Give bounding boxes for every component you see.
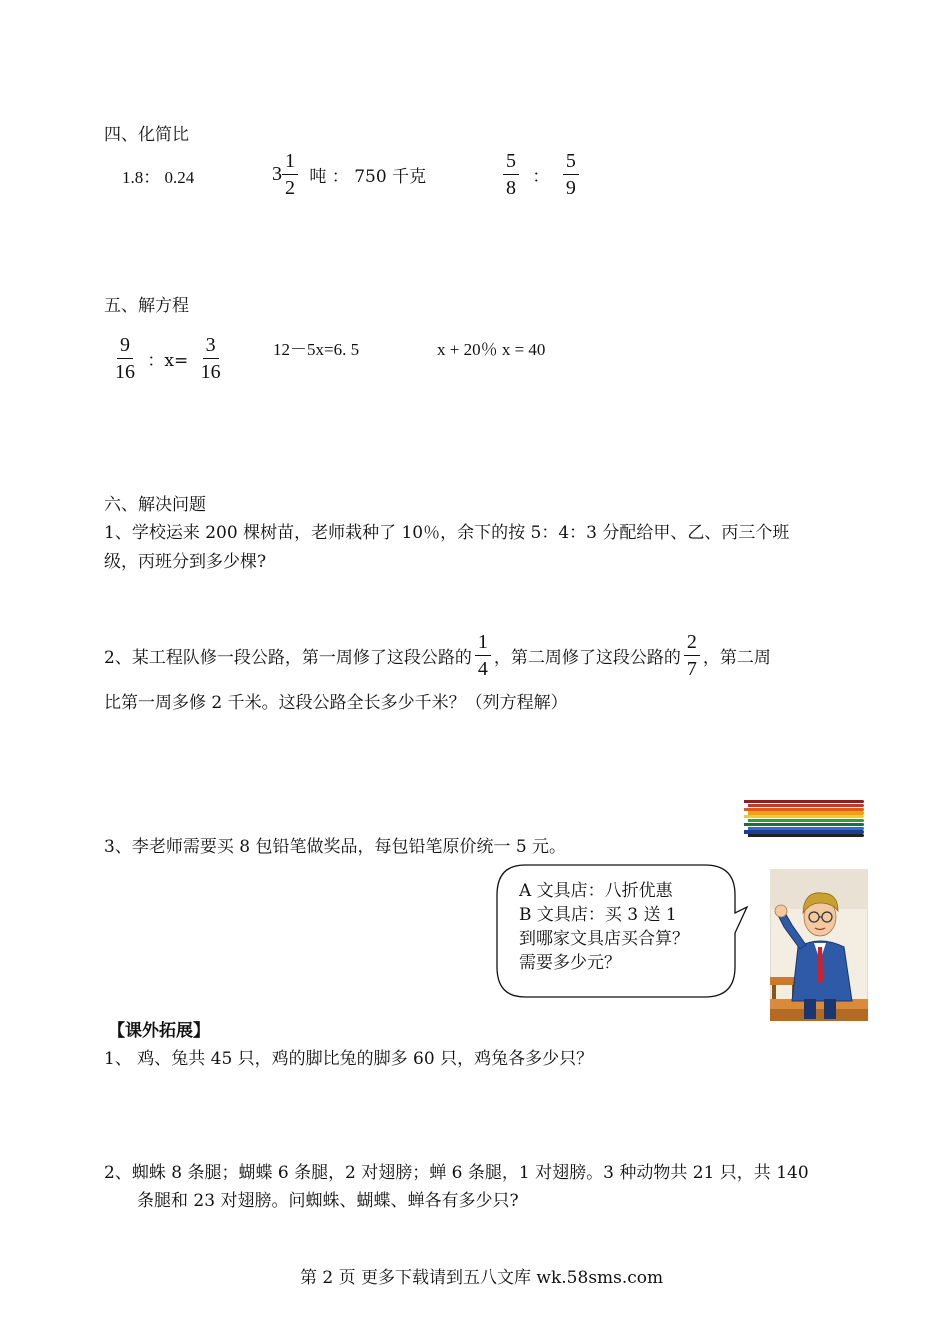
colon: ： <box>532 167 550 187</box>
problem-2-line-2: 比第一周多修 2 千米。这段公路全长多少千米？（列方程解） <box>104 693 568 713</box>
numerator: 1 <box>475 631 491 656</box>
pencil <box>748 811 864 814</box>
equation-1 <box>112 334 224 383</box>
numerator: 9 <box>117 334 133 359</box>
denominator: 7 <box>686 658 697 680</box>
section4-title: 四、化简比 <box>104 125 189 145</box>
denominator: 9 <box>565 177 576 199</box>
problem-2-text-b: ，第二周修了这段公路的 <box>493 648 681 668</box>
fraction <box>112 334 138 383</box>
pencil <box>744 815 864 818</box>
numerator: 3 <box>203 334 219 359</box>
problem-1-line-1: 1、学校运来 200 棵树苗，老师栽种了 10％，余下的按 5：4：3 分配给甲、乙、丙三个班 <box>104 523 790 543</box>
pencil <box>744 808 864 811</box>
denominator: 4 <box>477 658 488 680</box>
pencil <box>748 804 864 807</box>
extension-problem-2-line-2: 条腿和 23 对翅膀。问蜘蛛、蝴蝶、蝉各有多少只? <box>137 1191 519 1211</box>
mixed-whole: 3 <box>272 163 282 185</box>
numerator: 5 <box>563 150 579 175</box>
bubble-line-4: 需要多少元？ <box>519 953 621 973</box>
equation-2: 12－5x=6. 5 <box>273 340 360 359</box>
colored-pencils-image <box>744 800 868 838</box>
ratio-item-1: 1.8： 0.24 <box>122 168 195 187</box>
speech-bubble <box>495 863 735 997</box>
denominator: 8 <box>506 177 516 199</box>
numerator: 2 <box>684 631 700 656</box>
numerator: 1 <box>282 150 298 175</box>
bubble-line-2: B 文具店：买 3 送 1 <box>519 905 677 925</box>
fraction <box>198 334 224 383</box>
equation-1-mid: ：x= <box>147 351 189 371</box>
pencil-stack <box>744 800 868 838</box>
pencil <box>744 800 864 803</box>
pencil <box>744 830 864 833</box>
denominator: 16 <box>200 361 221 383</box>
bubble-line-1: A 文具店：八折优惠 <box>519 881 673 901</box>
fraction <box>475 631 491 680</box>
ratio-item-3 <box>503 150 579 199</box>
fraction <box>684 631 700 680</box>
teacher-illustration <box>770 869 868 1021</box>
problem-2-line-1 <box>104 631 771 680</box>
bubble-line-3: 到哪家文具店买合算？ <box>519 929 689 949</box>
extension-problem-2-line-1: 2、蜘蛛 8 条腿；蝴蝶 6 条腿，2 对翅膀；蝉 6 条腿，1 对翅膀。3 种动物共 21 只，共 140 <box>104 1163 809 1183</box>
problem-2-text-a: 2、某工程队修一段公路，第一周修了这段公路的 <box>104 648 472 668</box>
pencil <box>744 823 864 826</box>
denominator: 2 <box>285 177 295 199</box>
page-footer: 第 2 页 更多下载请到五八文库 wk.58sms.com <box>300 1268 664 1288</box>
extension-problem-1: 1、 鸡、兔共 45 只，鸡的脚比兔的脚多 60 只，鸡兔各多少只？ <box>104 1049 594 1069</box>
equation-3: x + 20％ x = 40 <box>437 340 546 359</box>
section5-title: 五、解方程 <box>104 296 189 316</box>
extension-title: 【课外拓展】 <box>108 1021 210 1041</box>
denominator: 16 <box>115 361 135 383</box>
ratio-item-2 <box>272 150 426 199</box>
numerator: 5 <box>503 150 519 175</box>
pencil <box>748 827 864 830</box>
ratio-item-2-rest: 吨 ： 750 千克 <box>309 167 427 187</box>
fraction <box>282 150 298 199</box>
problem-3: 3、李老师需要买 8 包铅笔做奖品，每包铅笔原价统一 5 元。 <box>104 837 567 857</box>
problem-2-text-c: ，第二周 <box>702 648 771 668</box>
pencil <box>748 834 864 837</box>
pencil <box>748 819 864 822</box>
fraction <box>563 150 579 199</box>
problem-1-line-2: 级，丙班分到多少棵? <box>104 552 267 572</box>
fraction <box>503 150 519 199</box>
teacher-figure <box>770 869 868 1021</box>
section6-title: 六、解决问题 <box>104 495 206 515</box>
